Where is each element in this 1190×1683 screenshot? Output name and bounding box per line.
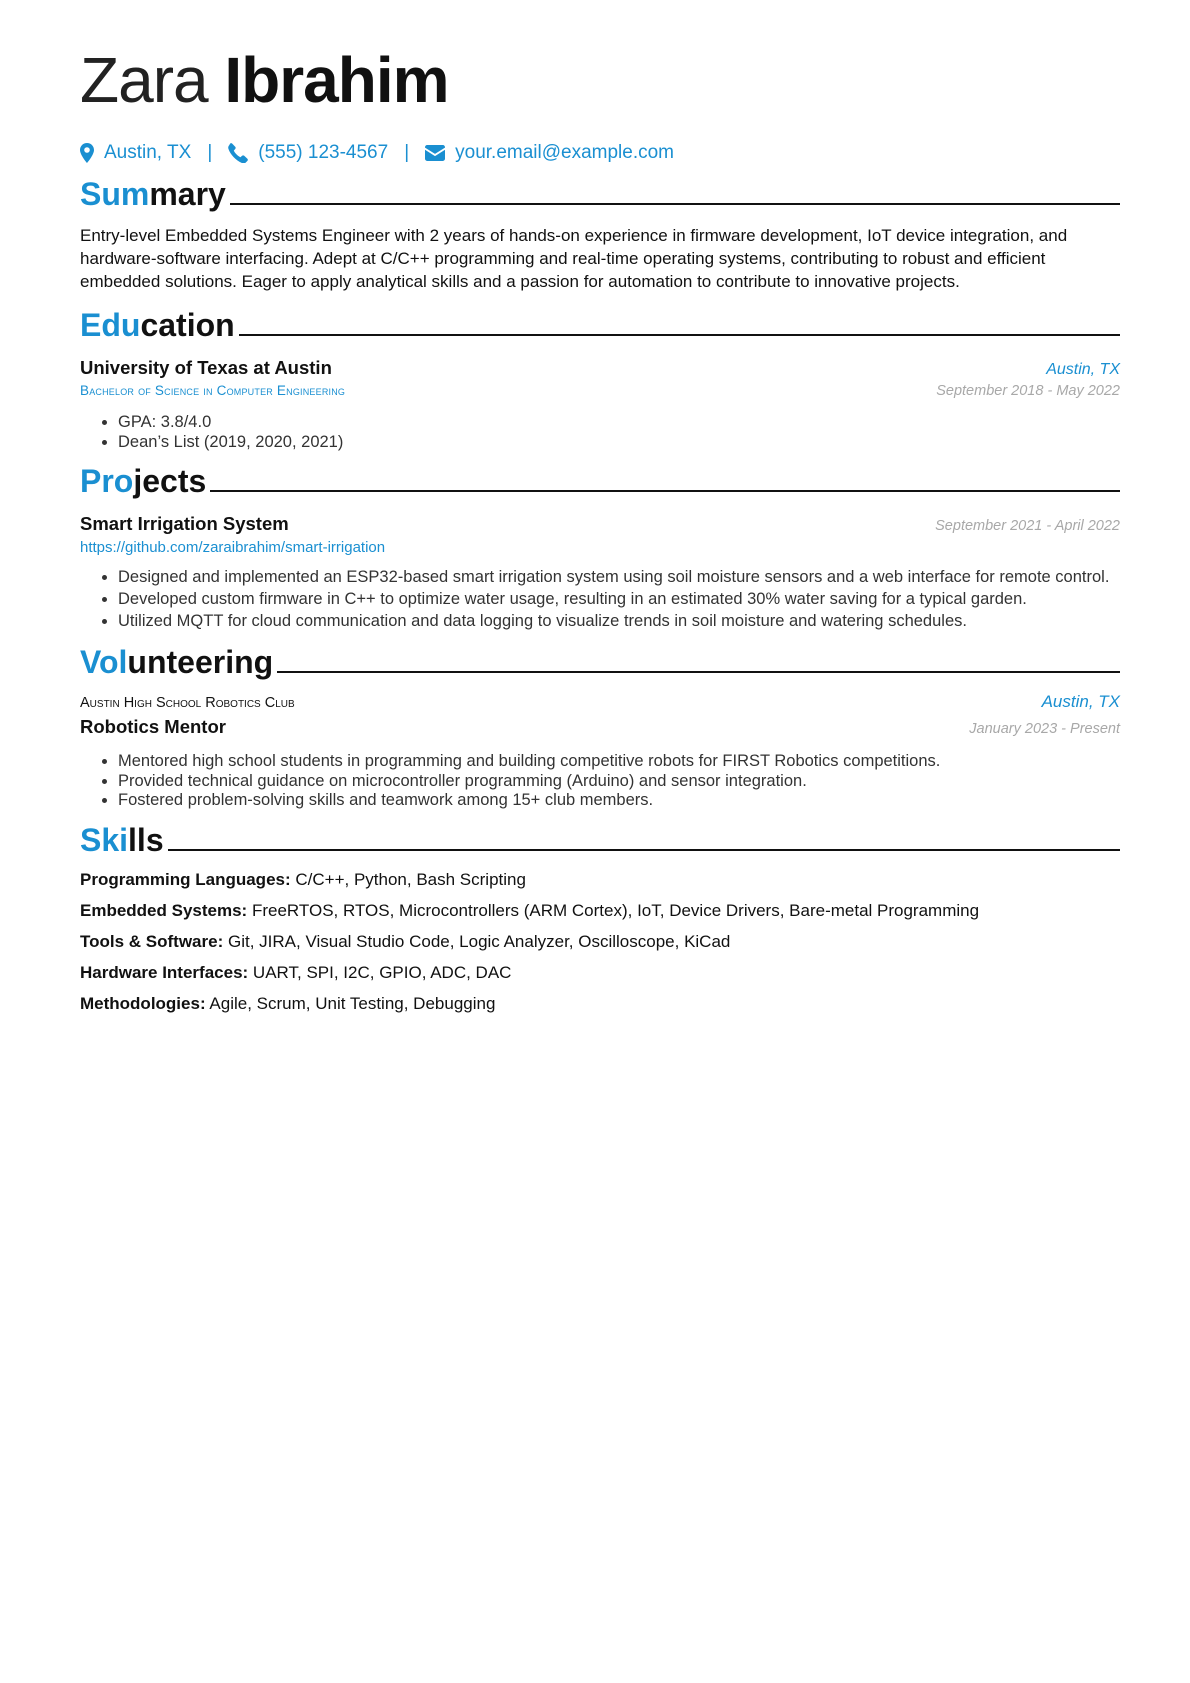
map-marker-icon	[80, 143, 94, 163]
location-text: Austin, TX	[104, 142, 192, 163]
summary-section-heading	[80, 174, 1120, 214]
skill-row	[80, 994, 1120, 1013]
list-item: • Mentored high school students in programming and building competitive robots for FIRST Robotics competitions.	[118, 752, 1120, 771]
section-title	[80, 461, 206, 501]
volunteer-details	[80, 752, 1120, 810]
skill-values: C/C++, Python, Bash Scripting	[295, 869, 526, 889]
skill-row	[80, 870, 1120, 889]
section-divider	[239, 334, 1120, 336]
project-details	[80, 567, 1120, 632]
degree: Bachelor of Science in Computer Engineering	[80, 383, 346, 398]
project-entry	[80, 513, 1120, 632]
list-item: • Designed and implemented an ESP32-based smart irrigation system using soil moisture sensors and a web interface for remote control.	[118, 567, 1120, 588]
education-details	[80, 413, 1120, 451]
school-location: Austin, TX	[1046, 361, 1120, 378]
phone-icon	[228, 143, 248, 163]
section-title	[80, 305, 235, 345]
project-link[interactable]: https://github.com/zaraibrahim/smart-irrigation	[80, 539, 386, 556]
section-title-rest: lls	[128, 821, 164, 858]
contact-location	[80, 142, 191, 164]
list-item: • Provided technical guidance on microcontroller programming (Arduino) and sensor integration.	[118, 772, 1120, 791]
skill-category: Hardware Interfaces:	[80, 962, 249, 982]
volunteer-location: Austin, TX	[1041, 692, 1120, 711]
first-name: Zara	[80, 44, 208, 116]
section-title	[80, 820, 164, 860]
section-divider	[230, 203, 1120, 205]
section-title-accent: Ski	[80, 821, 129, 858]
skill-row	[80, 932, 1120, 951]
list-item: • Utilized MQTT for cloud communication and data logging to visualize trends in soil moisture and watering schedules.	[118, 611, 1120, 632]
volunteer-organization: Austin High School Robotics Club	[80, 695, 295, 711]
list-item: • Fostered problem-solving skills and teamwork among 15+ club members.	[118, 791, 1120, 810]
email-text: your.email@example.com	[455, 142, 674, 163]
skill-category: Embedded Systems:	[80, 900, 248, 920]
education-entry	[80, 357, 1120, 451]
phone-text: (555) 123-4567	[258, 142, 389, 163]
section-title-rest: cation	[140, 307, 235, 343]
skill-category: Methodologies:	[80, 993, 206, 1013]
skill-values: Agile, Scrum, Unit Testing, Debugging	[209, 993, 496, 1013]
education-section-heading	[80, 305, 1120, 345]
summary-text: Entry-level Embedded Systems Engineer with 2 years of hands-on experience in firmware development, IoT device integration, and hardware-software interfacing. Adept at C/C++ programming and real-time operating systems, contributing to robust and efficient embedded solutions. Eager to apply analytical skills and a passion for automation to contribute to innovative projects.	[80, 226, 1068, 291]
last-name: Ibrahim	[224, 44, 449, 116]
skill-values: FreeRTOS, RTOS, Microcontrollers (ARM Cortex), IoT, Device Drivers, Bare-metal Programming	[251, 900, 980, 920]
section-divider	[277, 671, 1120, 673]
section-title-accent: Vol	[80, 644, 128, 680]
contact-email[interactable]	[425, 142, 674, 164]
contact-line	[80, 142, 1120, 164]
project-title: Smart Irrigation System	[80, 513, 289, 534]
section-title-rest: unteering	[127, 644, 274, 680]
section-title-rest: mary	[149, 176, 226, 212]
section-title	[80, 174, 226, 214]
section-title-rest: jects	[133, 463, 207, 499]
skill-category: Programming Languages:	[80, 869, 291, 889]
section-title-accent: Pro	[80, 463, 134, 499]
projects-section-heading	[80, 461, 1120, 501]
school-name: University of Texas at Austin	[80, 357, 332, 378]
education-dates: September 2018 - May 2022	[936, 383, 1120, 399]
contact-separator: |	[404, 142, 410, 163]
section-divider	[210, 490, 1120, 492]
list-item: • Developed custom firmware in C++ to optimize water usage, resulting in an estimated 30% water saving for a typical garden.	[118, 589, 1120, 610]
skill-row	[80, 901, 1120, 920]
contact-separator: |	[207, 142, 213, 163]
skill-values: UART, SPI, I2C, GPIO, ADC, DAC	[252, 962, 512, 982]
list-item: • GPA: 3.8/4.0	[118, 413, 1120, 432]
candidate-name	[80, 40, 1120, 120]
contact-phone[interactable]	[228, 142, 388, 164]
section-title-accent: Sum	[80, 176, 150, 212]
volunteer-role: Robotics Mentor	[80, 716, 226, 737]
envelope-icon	[425, 145, 445, 161]
project-dates: September 2021 - April 2022	[935, 518, 1120, 534]
section-divider	[168, 849, 1120, 851]
skill-values: Git, JIRA, Visual Studio Code, Logic Analyzer, Oscilloscope, KiCad	[227, 931, 731, 951]
volunteering-entry	[80, 692, 1120, 810]
section-title	[80, 642, 273, 682]
section-title-accent: Edu	[80, 307, 141, 343]
skill-row	[80, 963, 1120, 982]
volunteering-section-heading	[80, 642, 1120, 682]
list-item: • Dean’s List (2019, 2020, 2021)	[118, 433, 1120, 452]
skills-list	[80, 870, 1120, 1013]
skill-category: Tools & Software:	[80, 931, 224, 951]
volunteer-dates: January 2023 - Present	[969, 721, 1120, 737]
skills-section-heading	[80, 820, 1120, 860]
